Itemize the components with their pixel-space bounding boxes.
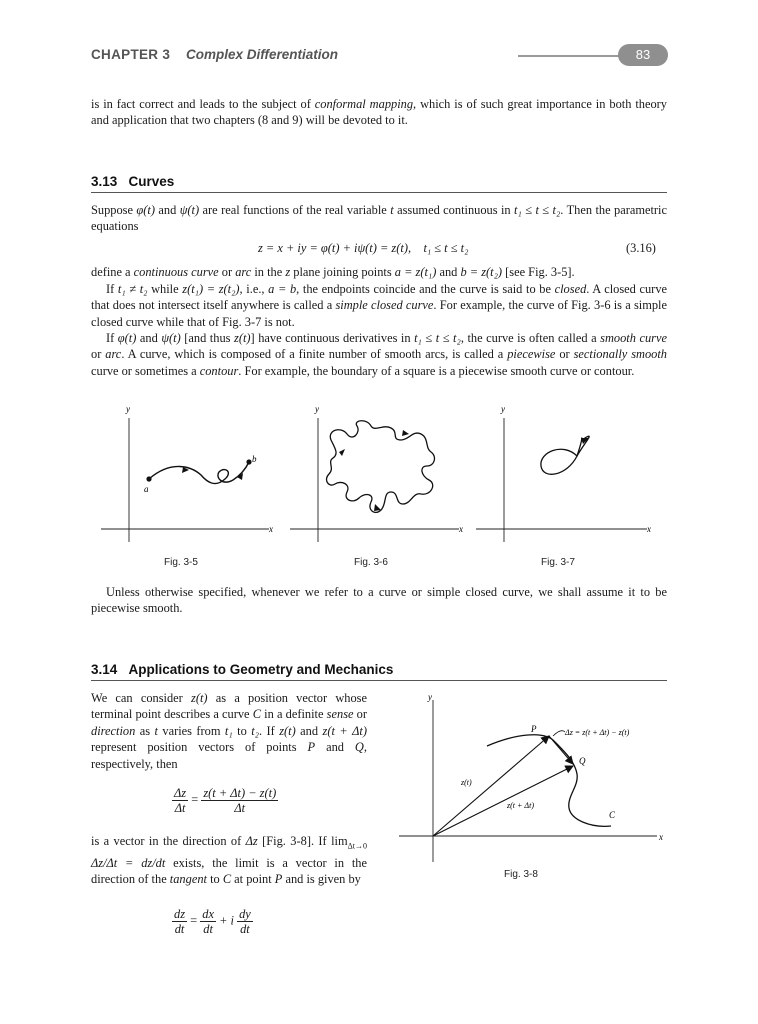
figures-3-5-to-3-7 bbox=[91, 400, 667, 550]
fig-3-8-y-label: y bbox=[428, 692, 432, 702]
fig-3-5-curve bbox=[149, 462, 249, 484]
fig-3-6-arrow-2 bbox=[402, 430, 409, 436]
chapter-title: Complex Differentiation bbox=[186, 47, 339, 62]
difference-quotient-equation: $\frac{\Delta z}{\Delta t}$ = $\frac{z(t + \Delta t) - z(t)}{\Delta t}$ bbox=[174, 786, 277, 815]
geometry-paragraph-1: We can consider z(t) as a position vector whose terminal point describes a curve C in a definite sense or direction as t varies from t₁ to t₂. If z(t) and z(t + Δt) represent position vectors of points P and Q, respectively, then bbox=[91, 691, 368, 771]
fig-3-5-x-label: x bbox=[269, 524, 273, 534]
section-number: 3.13 bbox=[91, 174, 118, 189]
intro-paragraph: is in fact correct and leads to the subject of conformal mapping, which is of such great importance in both theory and application that two chapters (8 and 9) will be devoted to it. bbox=[91, 97, 667, 128]
fig-3-6-curve bbox=[327, 421, 435, 513]
fig-3-8-label-Q: Q bbox=[579, 756, 586, 766]
equation-3-16: z = x + iy = φ(t) + iψ(t) = z(t), t₁ ≤ t ≤ t₂ bbox=[258, 241, 469, 255]
fig-3-8-curve-C bbox=[487, 735, 611, 827]
fig-3-6-x-label: x bbox=[459, 524, 463, 534]
fig-3-6-graphic bbox=[290, 404, 463, 542]
section-number: 3.14 bbox=[91, 662, 118, 677]
fig-3-5-graphic bbox=[101, 404, 273, 542]
fig-3-6-caption: Fig. 3-6 bbox=[354, 557, 388, 568]
page-number: 83 bbox=[618, 44, 668, 66]
curves-paragraph-5: Unless otherwise specified, whenever we refer to a curve or simple closed curve, we shall assume it to be piecewise smooth. bbox=[91, 585, 667, 616]
section-rule bbox=[91, 680, 667, 681]
fig-3-5-caption: Fig. 3-5 bbox=[164, 557, 198, 568]
fig-3-8-vector-dz bbox=[549, 736, 573, 764]
fig-3-6-arrow-1 bbox=[339, 449, 345, 456]
fig-3-5-label-a: a bbox=[144, 484, 149, 494]
section-3-13-heading bbox=[91, 174, 174, 189]
curves-paragraph-2: define a continuous curve or arc in the z plane joining points a = z(t₁) and b = z(t₂) [see Fig. 3-5]. bbox=[91, 265, 575, 279]
curves-paragraph-4: If φ(t) and ψ(t) [and thus z(t)] have continuous derivatives in t₁ ≤ t ≤ t₂, the curve is often called a smooth curve or arc. A curve, which is composed of a finite number of smooth arcs, is called a piecewise or sectionally smooth curve or sometimes a contour. For example, the boundary of a square is a piecewise smooth curve or contour. bbox=[91, 331, 667, 378]
fig-3-5-point-a bbox=[146, 476, 151, 481]
fig-3-8-vector-zt bbox=[433, 736, 549, 836]
section-rule bbox=[91, 192, 667, 193]
section-title: Applications to Geometry and Mechanics bbox=[128, 662, 394, 677]
fig-3-5-label-b: b bbox=[252, 454, 257, 464]
eq1-lhs: $\frac{\Delta z}{\Delta t}$ bbox=[174, 786, 187, 815]
fig-3-7-x-label: x bbox=[647, 524, 651, 534]
fig-3-8-dz-leader bbox=[553, 731, 565, 736]
fig-3-8-ztdt-label: z(t + Δt) bbox=[507, 801, 534, 810]
curves-paragraph-3: If t₁ ≠ t₂ while z(t₁) = z(t₂), i.e., a = b, the endpoints coincide and the curve is said to be closed. A closed curve that does not intersect itself anywhere is called a simple closed curve. For example, the curve of Fig. 3-6 is a simple closed curve while that of Fig. 3-7 is not. bbox=[91, 282, 668, 329]
geometry-paragraph-2: is a vector in the direction of Δz [Fig. 3-8]. If $\lim_{\Delta t\to 0} \Delta z/\Delta t = dz/dt$ exists, the limit is a vector in the direction of the tangent to C at point P and is given by bbox=[91, 834, 367, 887]
fig-3-7-curve bbox=[541, 436, 589, 474]
fig-3-6-y-label: y bbox=[315, 404, 319, 414]
fig-3-7-y-label: y bbox=[501, 404, 505, 414]
fig-3-8-dz-label: Δz = z(t + Δt) − z(t) bbox=[565, 728, 630, 737]
fig-3-8-zt-label: z(t) bbox=[461, 778, 472, 787]
curves-paragraph-1: Suppose φ(t) and ψ(t) are real functions of the real variable t assumed continuous in t₁ ≤ t ≤ t₂. Then the parametric equations bbox=[91, 203, 667, 234]
section-title: Curves bbox=[128, 174, 175, 189]
fig-3-5-point-b bbox=[246, 459, 251, 464]
fig-3-5-y-label: y bbox=[126, 404, 130, 414]
equation-number: (3.16) bbox=[626, 241, 656, 255]
chapter-label: CHAPTER 3 bbox=[91, 47, 171, 62]
fig-3-8-label-C: C bbox=[609, 810, 616, 820]
eq1-rhs: $\frac{z(t + \Delta t) - z(t)}{\Delta t}$ bbox=[203, 786, 277, 815]
fig-3-8-caption: Fig. 3-8 bbox=[504, 869, 538, 880]
fig-3-6-arrow-3 bbox=[374, 504, 381, 511]
section-3-14-heading bbox=[91, 662, 393, 677]
fig-3-8-graphic bbox=[395, 690, 667, 870]
fig-3-7-graphic bbox=[476, 404, 651, 542]
fig-3-8-vector-ztdt bbox=[433, 766, 573, 836]
fig-3-8-x-label: x bbox=[659, 832, 663, 842]
fig-3-7-caption: Fig. 3-7 bbox=[541, 557, 575, 568]
fig-3-8-label-P: P bbox=[531, 724, 537, 734]
derivative-equation: $\frac{dz}{dt}$ = $\frac{dx}{dt}$ + i $\frac{dy}{dt}$ bbox=[174, 907, 251, 936]
